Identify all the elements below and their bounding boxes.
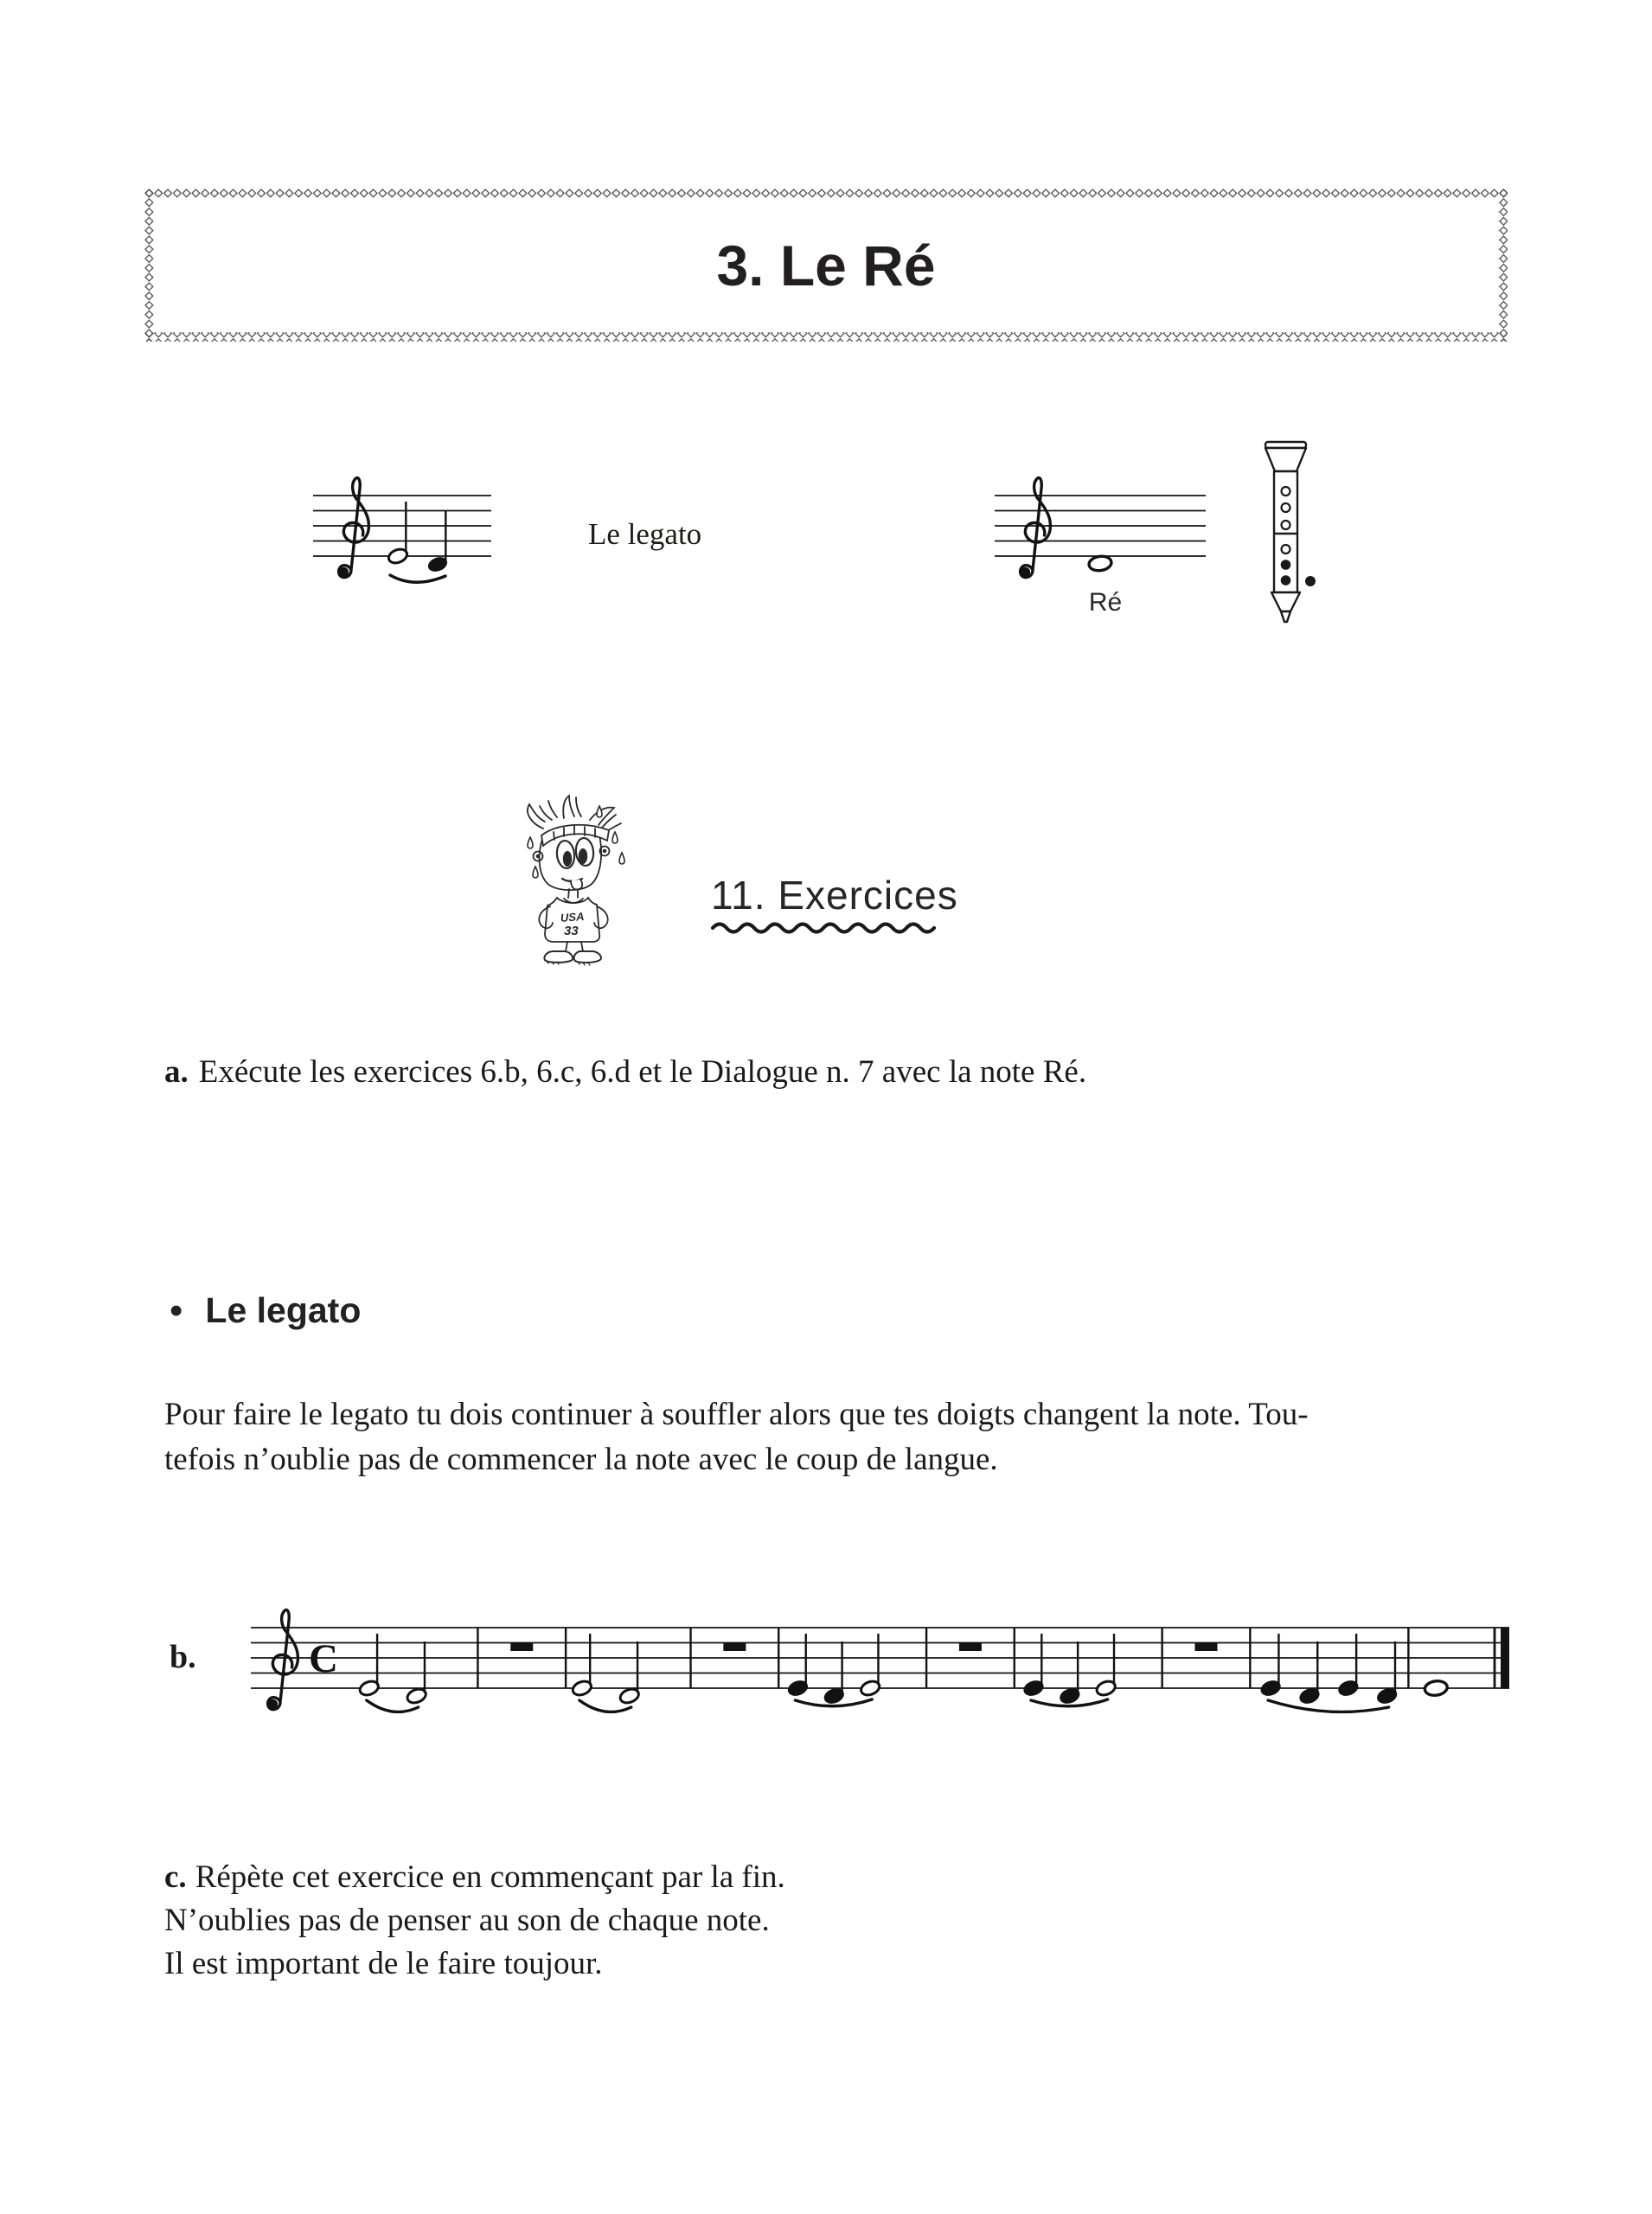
instruction-c-text-1: Répète cet exercice en commençant par la fin. bbox=[195, 1859, 785, 1895]
decorative-chain-border bbox=[144, 189, 1508, 342]
legs bbox=[566, 942, 583, 951]
tongue bbox=[571, 880, 582, 890]
legato-caption: Le legato bbox=[588, 517, 702, 551]
sneakers bbox=[544, 951, 601, 965]
instruction-c bbox=[164, 1856, 785, 1986]
paragraph-line-2: tefois n’oublie pas de commencer la note avec le coup de langue. bbox=[164, 1442, 998, 1477]
instruction-c-line-1 bbox=[164, 1856, 785, 1899]
slur bbox=[390, 575, 445, 582]
hole-5-closed bbox=[1281, 560, 1291, 570]
instruction-a bbox=[164, 1053, 1086, 1091]
instruction-c-marker: c. bbox=[164, 1859, 187, 1895]
exercise-b-marker: b. bbox=[170, 1639, 196, 1675]
paragraph-line-1: Pour faire le legato tu dois continuer à souffler alors que tes doigts changent la note. Tou- bbox=[164, 1397, 1309, 1432]
hole-2-open bbox=[1282, 503, 1290, 512]
instruction-a-text: Exécute les exercices 6.b, 6.c, 6.d et le Dialogue n. 7 avec la note Ré. bbox=[198, 1054, 1087, 1090]
hole-1-open bbox=[1282, 487, 1290, 496]
instruction-c-line-2: N’oublies pas de penser au son de chaque note. bbox=[164, 1903, 770, 1938]
instruction-a-marker: a. bbox=[164, 1054, 189, 1090]
bullet-icon: • bbox=[170, 1289, 183, 1332]
exercises-heading: 11. Exercices bbox=[711, 873, 958, 918]
chapter-title-box bbox=[144, 189, 1508, 342]
wavy-underline bbox=[709, 915, 943, 941]
legato-section-heading bbox=[170, 1290, 361, 1331]
hole-3-open bbox=[1282, 521, 1290, 529]
chapter-title: 3. Le Ré bbox=[716, 233, 936, 298]
svg-text:C: C bbox=[309, 1636, 338, 1681]
mouthpiece bbox=[1265, 448, 1306, 471]
re-note-label: Ré bbox=[1088, 588, 1123, 617]
hole-6-closed bbox=[1281, 575, 1291, 585]
legato-paragraph bbox=[164, 1392, 1514, 1482]
eyes bbox=[555, 837, 594, 869]
instruction-c-line-3: Il est important de le faire toujour. bbox=[164, 1946, 603, 1981]
whole-note-re bbox=[1088, 555, 1112, 573]
headband bbox=[541, 825, 609, 846]
jersey-number: 33 bbox=[564, 924, 579, 938]
jersey-text: USA bbox=[560, 909, 585, 925]
recorder-tip bbox=[1281, 611, 1290, 622]
cartoon-kid-illustration bbox=[519, 794, 636, 967]
exercise-b-staff bbox=[232, 1604, 1522, 1756]
legato-heading-text: Le legato bbox=[205, 1290, 362, 1330]
staff-legato-example bbox=[303, 477, 571, 620]
recorder-fingering-diagram bbox=[1252, 431, 1369, 638]
side-hole-closed bbox=[1305, 576, 1316, 586]
recorder-foot bbox=[1271, 592, 1300, 611]
hole-4-open bbox=[1282, 545, 1290, 554]
